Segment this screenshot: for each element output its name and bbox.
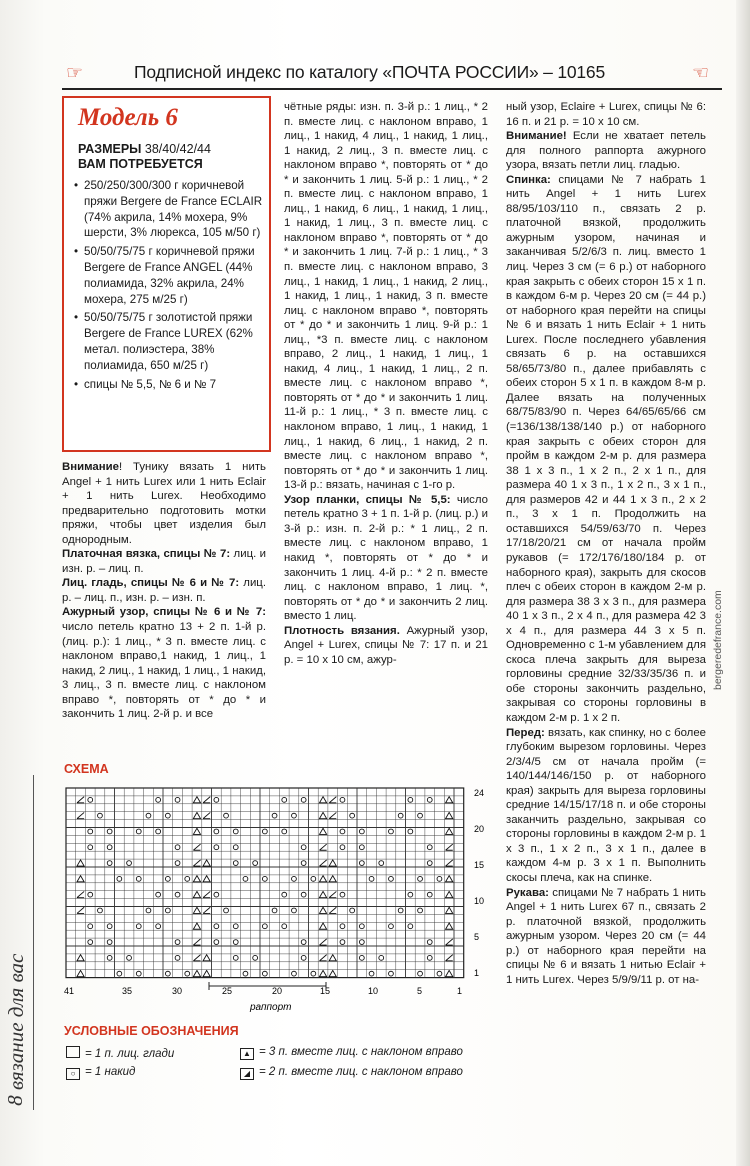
legend-item: [66, 1046, 174, 1060]
col-label: 41: [64, 986, 75, 996]
legend-item: [66, 1066, 135, 1080]
paragraph: [62, 605, 266, 721]
back-label: Спинка:: [506, 173, 551, 186]
paragraph: [284, 493, 488, 624]
row-label: 20: [474, 824, 485, 834]
page-spine: [736, 0, 750, 1166]
legend-text: = 1 накид: [85, 1066, 136, 1078]
back-text: спицами № 7 набрать 1 нить Angel + 1 нить Lurex 88/95/103/110 п., связать 2 р. платочной вязкой, продолжить ажурным узором, начиная и заканчивая 5/2/6/3 п. лиц. вместо 1 лиц. Через 3 см (= 6 р.) от наборного края закрыть с обеих сторон 15 x 1 п. в каждом 6-м р. Через 20 см (= 44 р.) от наборного края перейти на спицы № 6 и вязать 1 нить Eclair + 1 нить Lurex. После последнего убавления связать 6 р. на оставшихся 58/65/73/80 п., далее прибавлять с обеих сторон 5 x 1 п. в каждом 8-м р. Далее вязать на полученных 68/75/83/90 п. Через 64/65/65/66 см (=136/138/138/140 р.) от наборного края закрыть с обеих сторон для пройм в каждом 2-м р. для размера 38 1 x 3 п., 1 x 2 п., 2 x 1 п., для размера 40 1 x 3 п., 1 x 2 п., 3 x 1 п., для размеров 42 и 44 1 x 3 п., 2 x 2 п., 3 x 1 п. Продолжить на оставшихся 54/59/63/70 п. Через 17/18/20/21 см от начала пройм рукавов (= 172/176/180/184 р. от наборного края), закрыть для скосов плеч с обеих сторон в каждом 2-м р. для размера 38 3 x 3 п., для размера 40 1 x 3 п., 2 x 4 п., для размера 42 3 x 4 п., для размера 44 3 x 5 п. Одновременно с 1-м убавлением для скоса плеча закрыть для выреза горловины средние 32/33/35/36 п. и обе стороны закончить раздельно, закрывая со стороны горловины в каждом 2-м р. 1 x 2 п.: [506, 173, 706, 724]
border-label: Узор планки, спицы № 5,5:: [284, 493, 451, 506]
border-text: число петель кратно 3 + 1 п. 1-й р. (лиц. р.) и 3-й р.: изн. п. 2-й р.: * 1 лиц., 2 п. вместе лиц. с наклоном вправо, 1 накид *, повторять от * до * и закончить 1 лиц. 4-й р.: * 2 п. вместе лиц. с наклоном вправо, 1 лиц. *, повторять от * до * и закончить 2 лиц. вместо 1 лиц.: [284, 493, 488, 623]
paragraph: чётные ряды: изн. п. 3-й р.: 1 лиц., * 2 п. вместе лиц. с наклоном вправо, 1 лиц., 1 накид, 4 лиц., 1 накид, 1 лиц., 1 накид, 2 лиц., 3 п. вместе лиц. с наклоном вправо *, повторять от * до * и закончить 1 лиц. 5-й р.: 1 лиц., * 2 п. вместе лиц. с наклоном вправо, 1 лиц., 1 накид, 6 лиц., 1 накид, 1 лиц., 1 накид, 1 лиц., 3 п. вместе лиц. с наклоном вправо *, повторять от * до * и закончить 1 лиц. 7-й р.: 1 лиц., * 3 п. вместе лиц. с наклоном вправо, 3 лиц., 1 накид, 1 лиц., 1 накид, 2 лиц., 1 накид, 1 лиц., 1 накид, 3 п. вместе лиц. с наклоном вправо *, повторять от * до * и закончить 1 лиц. 9-й р.: 1 лиц., *3 п. вместе лиц. с наклоном вправо, 2 лиц., 1 накид, 1 лиц., 1 накид, 4 лиц., 1 накид, 1 лиц., 2 п. вместе лиц. с наклоном вправо *, повторять от * до * и закончить 1 лиц. 11-й р.: 1 лиц., * 3 п. вместе лиц. с наклоном вправо, 1 лиц., 1 накид, 1 лиц., 1 накид, 6 лиц., 1 накид, 2 п. вместе лиц. с наклоном вправо *, повторять от * до * и закончить 1 лиц. 13-й р.: вязать, начиная с 1-го р.: [284, 101, 488, 492]
stockinette-text: лиц. р. – лиц. п., изн. р. – изн. п.: [62, 577, 266, 604]
sizes-block: [78, 142, 264, 172]
sleeve-text: спицами № 7 набрать 1 нить Angel + 1 нить Lurex 67 п., связать 2 р. платочной вязкой, продолжить ажурным узором. Через 20 см (= 44 р.) от наборного края перейти на спицы № 6 и вязать 1 нитью Eclair + 1 нить Lurex. Через 5/9/9/11 р. от на-: [506, 886, 706, 986]
density-label: Плотность вязания.: [284, 624, 400, 637]
attention-label: Внимание!: [506, 130, 567, 143]
list-item: • 50/50/75/75 г золотистой пряжи Bergere de France LUREX (62% метал. полиэстера, 38% полиамида, 650 м/25 г): [74, 310, 264, 373]
legend-item: [240, 1066, 463, 1080]
paragraph: [506, 129, 706, 173]
row-label: 24: [474, 788, 485, 798]
sizes-value: 38/40/42/44: [144, 142, 211, 156]
col-label: 25: [222, 986, 233, 996]
legend-text: = 1 п. лиц. глади: [85, 1048, 175, 1060]
attention-text: Если не хватает петель для полного раппорта ажурного узора, вязать петли лиц. гладью.: [506, 130, 706, 172]
paragraph: ный узор, Eclaire + Lurex, спицы № 6: 16 п. и 21 р. = 10 x 10 см.: [506, 101, 706, 128]
knit-stitch-icon: [66, 1046, 80, 1058]
density-text: Ажурный узор, Angel + Lurex, спицы № 7: 17 п. и 21 р. = 10 x 10 см, ажур-: [284, 624, 488, 666]
col-label: 10: [368, 986, 379, 996]
garter-label: Платочная вязка, спицы № 7:: [62, 548, 231, 561]
text-column-2: [284, 100, 488, 667]
row-label: 1: [474, 968, 480, 978]
page-number: 8: [2, 1095, 27, 1106]
pointing-hand-icon: ☜: [692, 63, 710, 84]
paragraph: [62, 460, 266, 547]
front-label: Перед:: [506, 726, 545, 739]
model-info-box: [62, 96, 271, 452]
list-item: • спицы № 5,5, № 6 и № 7: [74, 377, 264, 393]
website-text: bergeredefrance.com: [712, 590, 724, 690]
row-label: 10: [474, 896, 485, 906]
lace-label: Ажурный узор, спицы № 6 и № 7:: [62, 606, 266, 619]
repeat-label: раппорт: [250, 1002, 292, 1013]
k3tog-icon: ▲: [240, 1048, 254, 1060]
text-column-1: [62, 460, 266, 722]
legend-text: = 2 п. вместе лиц. с наклоном вправо: [259, 1066, 463, 1078]
col-label: 5: [417, 986, 423, 996]
legend-title: УСЛОВНЫЕ ОБОЗНАЧЕНИЯ: [64, 1024, 239, 1038]
sleeve-label: Рукава:: [506, 886, 549, 899]
yarn-over-icon: ○: [66, 1068, 80, 1080]
legend-text: = 3 п. вместе лиц. с наклоном вправо: [259, 1046, 463, 1058]
chart-grid: [66, 788, 464, 978]
lace-text: число петель кратно 13 + 2 п. 1-й р. (лиц. р.): 1 лиц., * 3 п. вместе лиц. с наклоном вправо,1 накид, 1 лиц., 1 накид, 2 лиц., 1 накид, 1 лиц., 1 накид, 3 лиц., 3 п. вместе лиц. с наклоном вправо *, повторять от * до * и закончить 1 лиц. 2-й р. и все: [62, 621, 266, 721]
sizes-label: РАЗМЕРЫ: [78, 142, 142, 156]
paragraph: [62, 576, 266, 605]
materials-list: [74, 178, 264, 395]
row-label: 5: [474, 932, 480, 942]
front-text: вязать, как спинку, но с более глубоким вырезом горловины. Через 2/3/4/5 см от начала пройм (= 140/144/146/150 р. от наборного края) закрыть для выреза горловины средние 14/15/17/18 п. и обе стороны заканчить раздельно, закрывая со стороны горловины в каждом 2-м р. 1 x 3 п., 1 x 2 п., 3 x 1 п., далее в каждом 4-м р. 3 x 1 п. Выполнить скосы плеча, как на спинке.: [506, 726, 706, 884]
col-label: 20: [272, 986, 283, 996]
col-label: 15: [320, 986, 331, 996]
legend-item: [240, 1046, 463, 1060]
paragraph: [284, 624, 488, 668]
paragraph: [506, 173, 706, 726]
paragraph: [506, 886, 706, 988]
need-label: ВАМ ПОТРЕБУЕТСЯ: [78, 157, 203, 171]
margin-divider: [33, 775, 34, 1110]
attention-label: Внимание: [62, 461, 119, 473]
stockinette-label: Лиц. гладь, спицы № 6 и № 7:: [62, 577, 240, 590]
page-header: [62, 58, 722, 90]
paragraph: [62, 547, 266, 576]
schema-title: СХЕМА: [64, 762, 109, 776]
list-item: • 250/250/300/300 г коричневой пряжи Bergere de France ECLAIR (74% акрила, 14% мохера, 9% шерсти, 3% люрекса, 105 м/50 г): [74, 178, 264, 241]
subscription-index-text: Подписной индекс по каталогу «ПОЧТА РОССИИ» – 10165: [134, 62, 605, 82]
magazine-title: вязание для вас: [4, 953, 28, 1090]
garter-text: лиц. и изн. р. – лиц. п.: [62, 548, 266, 575]
col-label: 35: [122, 986, 133, 996]
model-title: Модель 6: [78, 104, 178, 131]
col-label: 30: [172, 986, 183, 996]
k2tog-icon: ◢: [240, 1068, 254, 1080]
knitting-chart: [62, 786, 492, 1026]
attention-text: ! Тунику вязать 1 нить Angel + 1 нить Lurex или 1 нить Eclair + 1 нить Lurex. Необходимо предварительно подготовить мотки пряжи, чтобы цвет изделия был однородным.: [62, 461, 266, 546]
pointing-hand-icon: ☞: [66, 63, 84, 84]
list-item: • 50/50/75/75 г коричневой пряжи Bergere de France ANGEL (44% полиамида, 32% акрила, 24% мохера, 275 м/25 г): [74, 244, 264, 307]
text-column-3: [506, 100, 706, 987]
col-label: 1: [457, 986, 463, 996]
row-label: 15: [474, 860, 485, 870]
paragraph: [506, 726, 706, 886]
